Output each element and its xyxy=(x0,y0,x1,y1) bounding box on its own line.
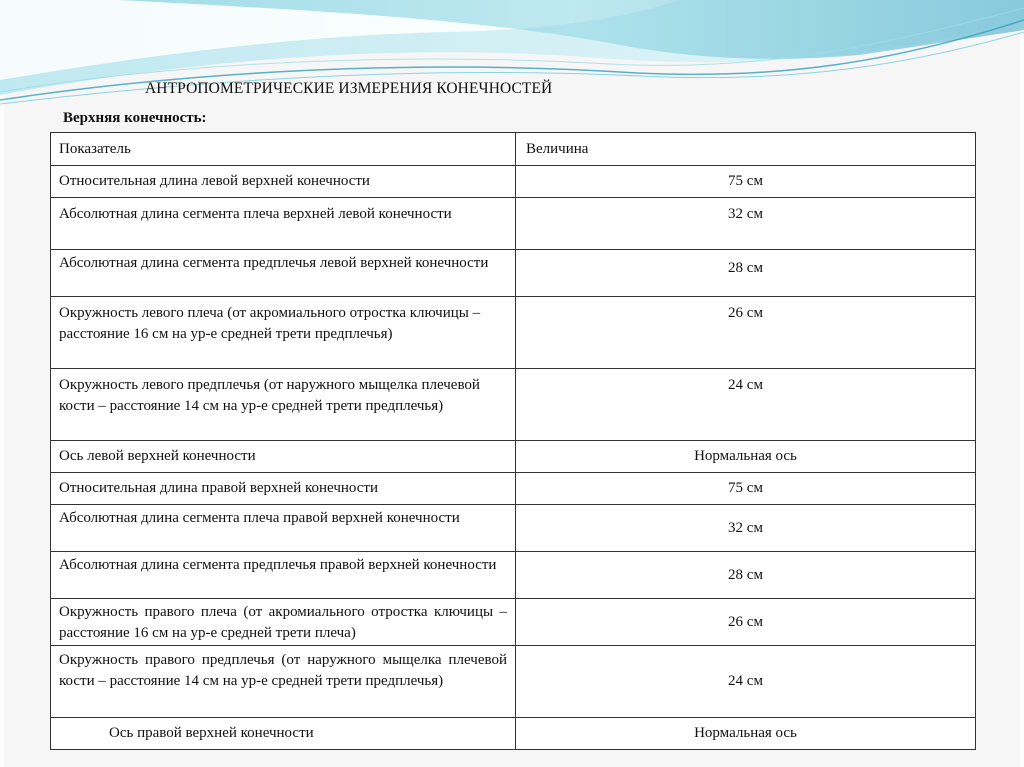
table-row xyxy=(51,505,976,552)
row-indicator: Абсолютная длина сегмента плеча верхней левой конечности xyxy=(51,198,516,250)
row-value: 32 см xyxy=(516,198,976,250)
row-indicator: Окружность правого предплечья (от наружного мыщелка плечевой кости – расстояние 14 см на ур-е средней трети предплечья) xyxy=(51,646,516,718)
section-subtitle: Верхняя конечность: xyxy=(63,110,207,126)
row-indicator: Абсолютная длина сегмента предплечья левой верхней конечности xyxy=(51,250,516,297)
row-indicator: Относительная длина правой верхней конечности xyxy=(51,473,516,505)
table-row xyxy=(51,250,976,297)
header-value: Величина xyxy=(516,133,976,166)
table-row xyxy=(51,297,976,369)
row-value: 28 см xyxy=(516,250,976,297)
row-value: 75 см xyxy=(516,166,976,198)
table-row xyxy=(51,369,976,441)
table-row xyxy=(51,552,976,599)
row-value: 26 см xyxy=(516,599,976,646)
row-indicator: Абсолютная длина сегмента предплечья правой верхней конечности xyxy=(51,552,516,599)
row-value: 75 см xyxy=(516,473,976,505)
row-value: Нормальная ось xyxy=(516,441,976,473)
row-value: 28 см xyxy=(516,552,976,599)
measurements-table xyxy=(50,132,976,750)
table-row xyxy=(51,599,976,646)
row-indicator: Окружность левого предплечья (от наружного мыщелка плечевой кости – расстояние 14 см на ур-е средней трети предплечья) xyxy=(51,369,516,441)
row-indicator: Ось левой верхней конечности xyxy=(51,441,516,473)
row-indicator: Относительная длина левой верхней конечности xyxy=(51,166,516,198)
table-row xyxy=(51,198,976,250)
row-indicator: Абсолютная длина сегмента плеча правой верхней конечности xyxy=(51,505,516,552)
table-row xyxy=(51,646,976,718)
row-indicator: Окружность правого плеча (от акромиального отростка ключицы – расстояние 16 см на ур-е средней трети плеча) xyxy=(51,599,516,646)
row-value: Нормальная ось xyxy=(516,718,976,750)
table-row xyxy=(51,441,976,473)
row-indicator: Ось правой верхней конечности xyxy=(51,718,516,750)
table-row xyxy=(51,718,976,750)
table-row xyxy=(51,473,976,505)
row-value: 26 см xyxy=(516,297,976,369)
row-value: 24 см xyxy=(516,646,976,718)
row-value: 32 см xyxy=(516,505,976,552)
page-title: АНТРОПОМЕТРИЧЕСКИЕ ИЗМЕРЕНИЯ КОНЕЧНОСТЕЙ xyxy=(145,80,553,97)
row-value: 24 см xyxy=(516,369,976,441)
table-header-row xyxy=(51,133,976,166)
header-indicator: Показатель xyxy=(51,133,516,166)
table-row xyxy=(51,166,976,198)
row-indicator: Окружность левого плеча (от акромиального отростка ключицы – расстояние 16 см на ур-е средней трети предплечья) xyxy=(51,297,516,369)
